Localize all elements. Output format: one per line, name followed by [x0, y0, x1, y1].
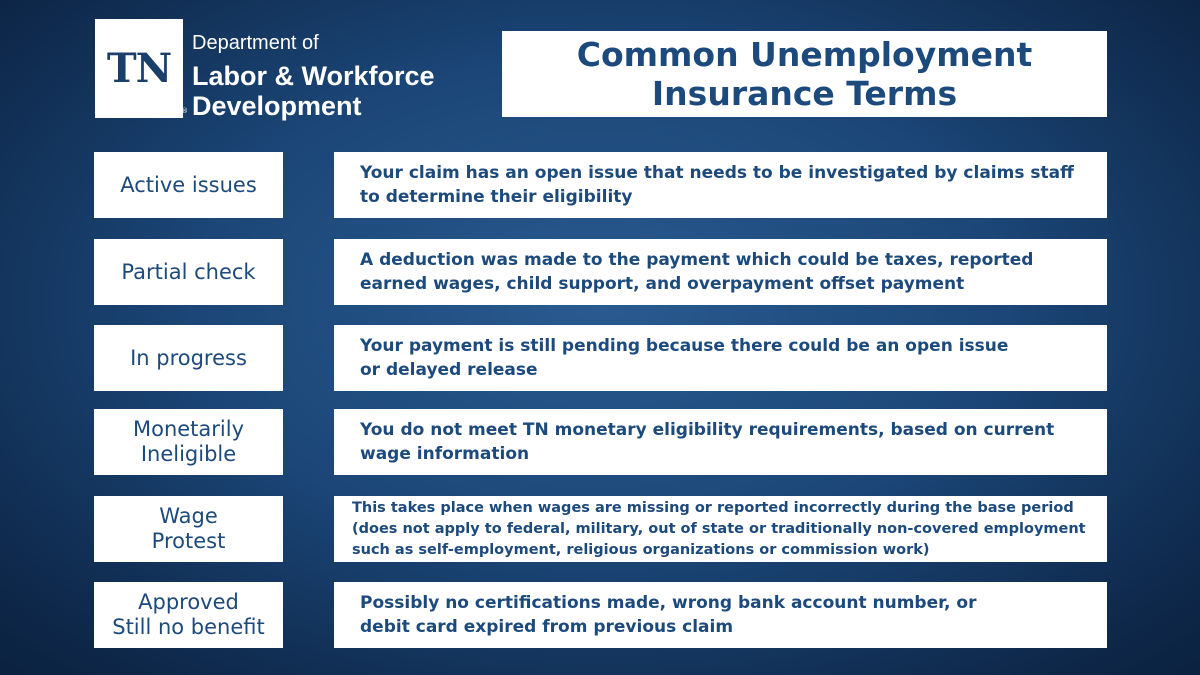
- term-label: In progress: [130, 345, 247, 370]
- term-box-active-issues: [94, 152, 283, 218]
- page-title: Common Unemployment Insurance Terms: [576, 35, 1033, 113]
- dept-name-line2: Labor & Workforce: [192, 61, 435, 91]
- term-label: Monetarily Ineligible: [132, 417, 245, 466]
- definition-text: You do not meet TN monetary eligibility requirements, based on current wage information: [360, 420, 1055, 464]
- definition-text: This takes place when wages are missing or reported incorrectly during the base period (does not apply to federal, military, out of state or traditionally non-covered employment such as self-employment, religious organizations or commission work): [352, 499, 1086, 558]
- definition-text: Your payment is still pending because there could be an open issue or delayed release: [360, 336, 1009, 380]
- registered-mark: ®: [181, 107, 188, 115]
- term-box-in-progress: [94, 325, 283, 391]
- term-label: Active issues: [120, 172, 257, 197]
- term-label: Partial check: [121, 259, 256, 284]
- term-label: Approved Still no benefit: [112, 590, 265, 639]
- definition-text: Your claim has an open issue that needs to be investigated by claims staff to determine their eligibility: [360, 163, 1074, 207]
- term-box-partial-check: [94, 239, 283, 305]
- definition-box-monetarily-ineligible: [334, 409, 1107, 475]
- tn-logo-mark: TN: [95, 19, 183, 118]
- definition-box-wage-protest: [334, 496, 1107, 562]
- term-label: Wage Protest: [151, 504, 226, 553]
- term-box-approved-no-benefit: [94, 582, 283, 648]
- definition-text: Possibly no certifications made, wrong bank account number, or debit card expired from previous claim: [360, 593, 977, 637]
- definition-box-partial-check: [334, 239, 1107, 305]
- definition-box-in-progress: [334, 325, 1107, 391]
- title-box: [502, 31, 1107, 117]
- definition-box-active-issues: [334, 152, 1107, 218]
- term-box-wage-protest: [94, 496, 283, 562]
- dept-name-line1: Department of: [192, 32, 319, 54]
- definition-box-approved-no-benefit: [334, 582, 1107, 648]
- term-box-monetarily-ineligible: [94, 409, 283, 475]
- dept-name-line3: Development: [192, 91, 362, 121]
- tn-dept-logo: [95, 19, 455, 119]
- definition-text: A deduction was made to the payment which could be taxes, reported earned wages, child support, and overpayment offset payment: [360, 250, 1034, 294]
